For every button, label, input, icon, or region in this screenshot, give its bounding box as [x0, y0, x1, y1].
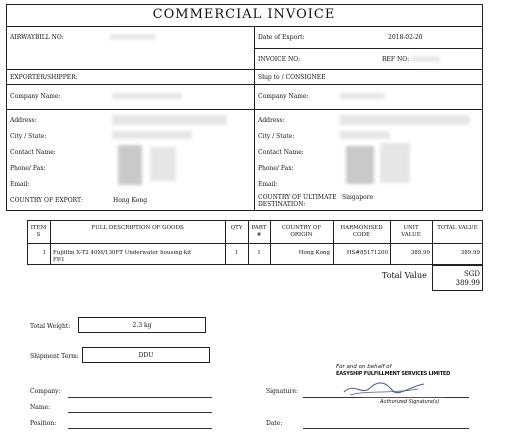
- company-line: [68, 397, 212, 398]
- row-description: [53, 250, 191, 264]
- date-label: Date:: [266, 420, 283, 427]
- consignee-company-label: Company Name:: [258, 93, 309, 100]
- redacted-consignee-address: [340, 115, 470, 125]
- header-part-line2: #: [256, 232, 262, 238]
- header-unit-value: [390, 225, 432, 239]
- redacted-shipper-address: [112, 115, 227, 125]
- row-origin: Hong Kong: [298, 250, 330, 256]
- name-label: Name:: [30, 404, 51, 411]
- header-description: FULL DESCRIPTION OF GOODS: [91, 225, 184, 231]
- header-item-line2: S: [36, 232, 41, 238]
- shipper-heading: EXPORTER/SHIPPER:: [10, 74, 78, 81]
- header-unit-line1: UNIT: [403, 225, 419, 231]
- total-amount: 389.99: [455, 279, 480, 287]
- header-origin-line2: ORIGIN: [290, 232, 313, 238]
- header-total-value: TOTAL VALUE: [437, 225, 478, 231]
- row-hs-code: HS#85171200: [346, 250, 388, 256]
- header-item-line1: ITEM: [30, 225, 47, 231]
- redacted-consignee-company: [340, 93, 385, 99]
- consignee-email-label: Email:: [258, 181, 278, 188]
- row-description-line2: FP.1: [53, 257, 65, 263]
- header-part-line1: PART: [251, 225, 267, 231]
- company-label: Company:: [30, 388, 61, 395]
- invoice-no-label: INVOICE NO:: [258, 56, 301, 63]
- position-label: Position:: [30, 420, 57, 427]
- shipper-address-label: Address:: [10, 117, 37, 124]
- date-line: [303, 428, 469, 429]
- divider: [6, 84, 483, 85]
- position-line: [68, 428, 212, 429]
- redacted-shipper-company: [112, 93, 182, 99]
- stamp-line-1: For and on behalf of: [336, 364, 392, 370]
- airwaybill-label: AIRWAYBILL NO:: [10, 34, 64, 41]
- redacted-shipper-contact: [118, 145, 142, 185]
- redacted-consignee-contact: [346, 146, 374, 184]
- consignee-address-label: Address:: [258, 117, 285, 124]
- header-origin: [270, 225, 333, 239]
- shipper-contact-label: Contact Name:: [10, 149, 56, 156]
- shipper-country-value: Hong Kong: [113, 197, 148, 204]
- redacted-shipper-city: [112, 131, 192, 139]
- row-qty: 1: [234, 250, 239, 256]
- row-item: 1: [42, 250, 46, 256]
- consignee-country-label-1: COUNTRY OF ULTIMATE: [258, 194, 337, 201]
- header-qty: QTY: [230, 225, 243, 231]
- total-value-box: [432, 265, 483, 291]
- redacted-ref-no: [412, 56, 440, 62]
- divider: [6, 69, 483, 70]
- redacted-shipper-contact-2: [150, 147, 176, 181]
- consignee-contact-label: Contact Name:: [258, 149, 304, 156]
- divider: [254, 48, 483, 49]
- shipment-term-label: Shipment Term:: [30, 353, 79, 360]
- row-part: 1: [257, 250, 261, 256]
- stamp-signature-line: [362, 397, 444, 398]
- consignee-city-label: City / State:: [258, 133, 295, 140]
- stamp-line-3: Authorized Signature(s): [380, 399, 440, 405]
- name-line: [68, 412, 212, 413]
- divider: [6, 109, 483, 110]
- stamp-line-2: EASYSHIP FULFILLMENT SERVICES LIMITED: [336, 371, 451, 377]
- shipment-term-value: DDU: [138, 352, 154, 359]
- date-of-export-label: Date of Export:: [258, 34, 305, 41]
- redacted-consignee-city: [340, 131, 390, 139]
- header-origin-line1: COUNTRY OF: [281, 225, 322, 231]
- divider: [27, 243, 483, 244]
- header-item: [27, 225, 50, 239]
- row-unit-value: 389.99: [410, 250, 430, 256]
- divider: [6, 26, 483, 27]
- total-weight-value: 2.3 kg: [132, 322, 152, 329]
- shipper-email-label: Email:: [10, 181, 30, 188]
- header-hs-line1: HARMONISED: [340, 225, 383, 231]
- redacted-airwaybill: [110, 34, 155, 40]
- header-hs-code: [333, 225, 390, 239]
- header-unit-line2: VALUE: [401, 232, 421, 238]
- total-value-label: Total Value: [382, 271, 427, 280]
- ref-no-label: REF NO:: [382, 56, 410, 63]
- redacted-consignee-contact-2: [380, 143, 410, 183]
- row-description-line1: Fujifilm X-T2 40M/130FT Underwater housing kit: [53, 250, 192, 256]
- divider: [254, 26, 255, 211]
- shipper-company-label: Company Name:: [10, 93, 61, 100]
- consignee-country-value: Singapore: [342, 194, 374, 201]
- row-total-value: 389.99: [460, 250, 480, 256]
- page-title: COMMERCIAL INVOICE: [152, 7, 336, 22]
- shipper-city-label: City / State:: [10, 133, 47, 140]
- header-part: [248, 225, 270, 239]
- shipper-phone-label: Phone/ Fax:: [10, 165, 46, 172]
- date-of-export-value: 2018-02-20: [388, 34, 423, 41]
- total-currency: SGD: [464, 270, 480, 278]
- shipper-country-label: COUNTRY OF EXPORT:: [10, 197, 83, 204]
- consignee-heading: Ship to / CONSIGNEE: [258, 74, 326, 81]
- signature-label: Signature:: [266, 388, 299, 395]
- consignee-phone-label: Phone/ Fax:: [258, 165, 294, 172]
- total-weight-label: Total Weight:: [30, 323, 71, 330]
- header-hs-line2: CODE: [352, 232, 371, 238]
- consignee-country-label-2: DESTINATION:: [258, 201, 306, 208]
